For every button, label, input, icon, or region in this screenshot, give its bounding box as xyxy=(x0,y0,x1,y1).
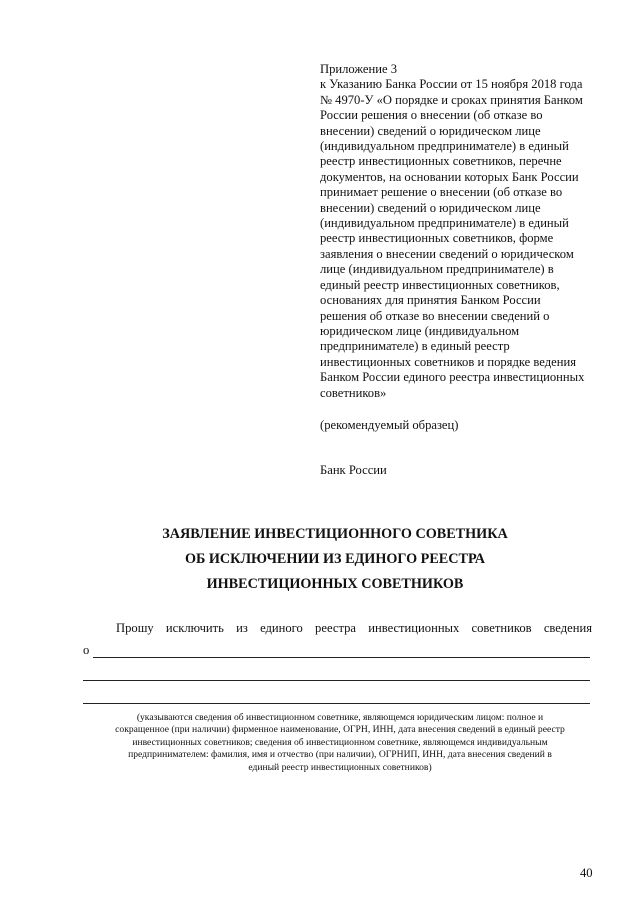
appendix-line: (индивидуальном предпринимателе) в единый xyxy=(320,216,569,231)
about-prefix: о xyxy=(83,643,90,657)
caption-line: (указываются сведения об инвестиционном советнике, являющемся юридическим лицом: полное и xyxy=(136,712,544,723)
appendix-line: Банком России единого реестра инвестиционных xyxy=(320,370,585,385)
fill-in-caption xyxy=(90,712,590,774)
appendix-line: решения об отказе во внесении сведений о xyxy=(320,308,550,323)
appendix-line: юридическом лице (индивидуальном xyxy=(320,323,520,338)
appendix-line: советников» xyxy=(320,385,387,400)
caption-line: единый реестр инвестиционных советников) xyxy=(248,761,432,773)
appendix-line: внесении) сведений о юридическом лице xyxy=(320,200,541,215)
title-line: ЗАЯВЛЕНИЕ ИНВЕСТИЦИОННОГО СОВЕТНИКА xyxy=(162,526,508,542)
appendix-line: единый реестр инвестиционных советников, xyxy=(320,277,560,292)
title-line: ОБ ИСКЛЮЧЕНИИ ИЗ ЕДИНОГО РЕЕСТРА xyxy=(184,551,486,567)
appendix-line: к Указанию Банка России от 15 ноября 2018 года xyxy=(320,77,583,92)
title-line: ИНВЕСТИЦИОННЫХ СОВЕТНИКОВ xyxy=(206,576,464,592)
caption-line: предпринимателем: фамилия, имя и отчество (при наличии), ОГРНИП, ИНН, дата внесения сведений в xyxy=(128,749,552,761)
appendix-line: лице (индивидуальном предпринимателе) в xyxy=(320,262,554,277)
appendix-line: (индивидуальном предпринимателе) в единый xyxy=(320,139,569,154)
appendix-reference xyxy=(320,62,610,401)
appendix-line: заявления о внесении сведений о юридическом xyxy=(320,246,574,261)
appendix-line: внесении) сведений о юридическом лице xyxy=(320,123,541,138)
fill-in-line xyxy=(93,657,590,658)
fill-in-line xyxy=(83,680,590,681)
caption-line: инвестиционных советников; сведения об инвестиционном советнике, являющемся индивидуальным xyxy=(132,736,548,748)
appendix-line: реестр инвестиционных советников, форме xyxy=(320,231,554,246)
fill-in-line xyxy=(83,703,590,704)
sample-note: (рекомендуемый образец) xyxy=(320,418,459,432)
appendix-line: документов, на основании которых Банк России xyxy=(320,169,579,184)
appendix-line: основаниях для принятия Банком России xyxy=(320,293,541,308)
appendix-line: инвестиционных советников и порядке ведения xyxy=(320,354,576,369)
appendix-line: России решения о внесении (об отказе во xyxy=(320,108,543,123)
appendix-line: Приложение 3 xyxy=(320,62,398,76)
appendix-line: предпринимателе) в единый реестр xyxy=(320,339,510,354)
addressee: Банк России xyxy=(320,463,387,477)
caption-line: сокращенное (при наличии) фирменное наименование, ОГРН, ИНН, дата внесения сведений в единый реестр xyxy=(115,724,565,736)
appendix-line: № 4970-У «О порядке и сроках принятия Банком xyxy=(320,92,583,107)
page-number: 40 xyxy=(580,866,593,880)
request-text: Прошу исключить из единого реестра инвестиционных советников сведения xyxy=(116,621,592,635)
document-title xyxy=(80,522,590,597)
appendix-line: реестр инвестиционных советников, перечне xyxy=(320,154,562,169)
appendix-line: принимает решение о внесении (об отказе во xyxy=(320,185,563,200)
